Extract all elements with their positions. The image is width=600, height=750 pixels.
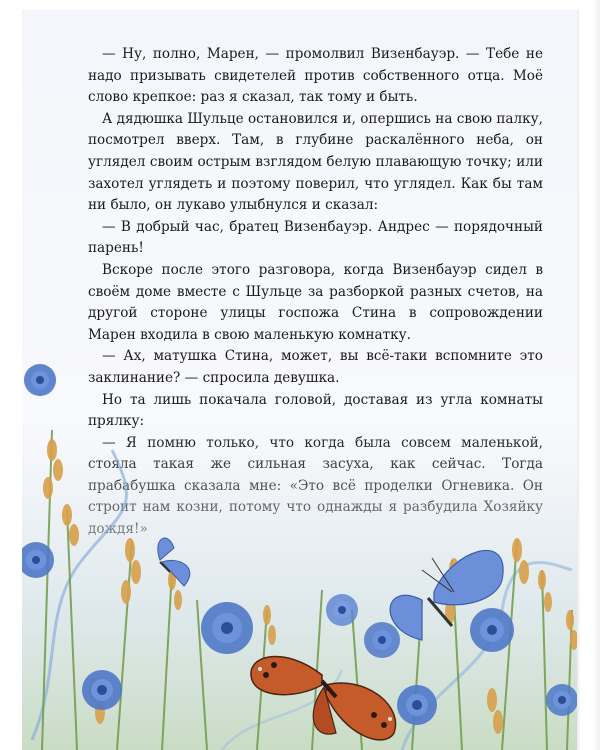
paragraph: А дядюшка Шульце остановился и, опершись на свою палку, посмотрел вверх. Там, в глубине раскалённого неба, он углядел своим острым взглядом белую плавающую точку; или захотел углядеть и поэтому поверил, что углядел. Как бы там ни было, он лукаво улыбнулся и сказал:	[88, 110, 543, 214]
cornflower	[82, 670, 122, 710]
page-fold-edge	[592, 0, 600, 750]
book-page	[22, 10, 577, 750]
cornflower	[326, 594, 358, 626]
cornflower	[201, 602, 253, 654]
paragraph: Но та лишь покачала головой, доставая из угла комнаты прялку:	[88, 391, 543, 430]
cornflower	[397, 685, 437, 725]
cornflower	[546, 684, 577, 716]
meadow-illustration	[22, 310, 577, 750]
paragraph: — В добрый час, братец Визенбауэр. Андрес — порядочный парень!	[88, 218, 543, 257]
paragraph: — Ну, полно, Марен, — промолвил Визенбауэр. — Тебе не надо призывать свидетелей против собственного отца. Моё слово крепкое: раз я сказал, так тому и быть.	[88, 46, 543, 106]
cornflower	[24, 364, 56, 396]
cornflower	[470, 608, 514, 652]
paragraph: — Ах, матушка Стина, может, вы всё-таки вспомните это заклинание? — спросила девушка.	[88, 348, 543, 386]
paragraph: Вскоре после этого разговора, когда Визенбауэр сидел в своём доме вместе с Шульце за разборкой разных счетов, на другой стороне улицы госпожа Стина в сопровождении Марен входила в свою маленькую комнатку.	[88, 261, 543, 343]
cornflower	[364, 622, 400, 658]
